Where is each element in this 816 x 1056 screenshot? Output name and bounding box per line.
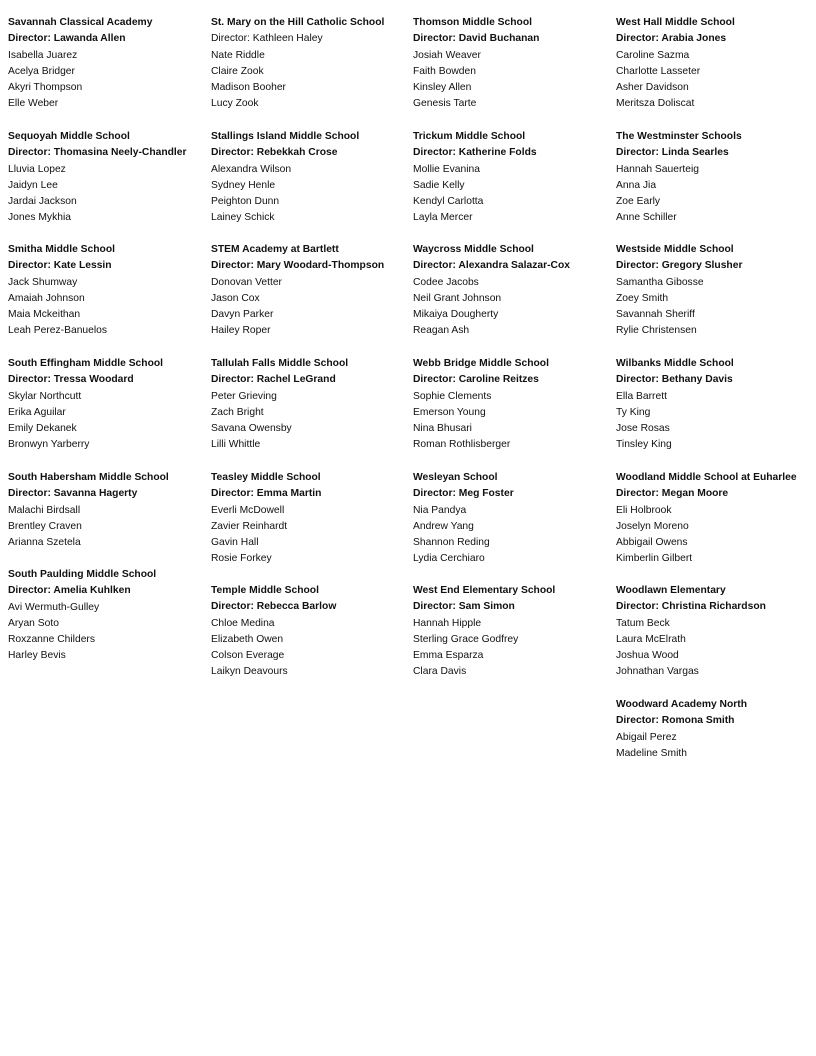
student-name: Lainey Schick — [211, 212, 275, 224]
school-name: Sequoyah Middle School — [8, 131, 130, 142]
student-name: Anne Schiller — [616, 212, 677, 224]
director-name: Director: Mary Woodard-Thompson — [211, 260, 385, 272]
director-name: Director: Kate Lessin — [8, 260, 112, 272]
student-name: Eli Holbrook — [616, 504, 672, 516]
student-name: Lydia Cerchiaro — [413, 553, 485, 565]
student-name: Clara Davis — [413, 666, 467, 678]
director-name: Director: Emma Martin — [211, 488, 322, 500]
student-name: Rosie Forkey — [211, 553, 272, 565]
school-block — [211, 15, 414, 113]
student-name: Hannah Sauerteig — [616, 163, 700, 175]
student-name: Tinsley King — [616, 439, 672, 451]
student-name: Donovan Vetter — [211, 276, 282, 288]
student-name: Nate Riddle — [211, 49, 265, 61]
student-name: Abigail Perez — [616, 731, 677, 743]
student-name: Avi Wermuth-Gulley — [8, 601, 100, 613]
school-block — [413, 356, 616, 454]
student-name: Zoe Early — [616, 196, 661, 208]
director-name: Director: Arabia Jones — [616, 33, 727, 45]
student-name: Elizabeth Owen — [211, 633, 284, 645]
student-name: Mikaiya Dougherty — [413, 309, 499, 321]
student-name: Madison Booher — [211, 82, 286, 94]
student-name: Jones Mykhia — [8, 212, 71, 224]
student-name: Mollie Evanina — [413, 163, 480, 175]
student-name: Davyn Parker — [211, 309, 274, 321]
school-name: Woodward Academy North — [616, 699, 748, 710]
director-name: Director: Bethany Davis — [616, 374, 733, 386]
director-name: Director: David Buchanan — [413, 33, 540, 45]
director-name: Director: Rebecca Barlow — [211, 601, 337, 613]
student-name: Gavin Hall — [211, 537, 259, 549]
director-name: Director: Kathleen Haley — [211, 33, 323, 45]
student-name: Sterling Grace Godfrey — [413, 633, 519, 645]
student-name: Samantha Gibosse — [616, 276, 704, 288]
student-name: Bronwyn Yarberry — [8, 439, 90, 451]
student-name: Andrew Yang — [413, 520, 474, 532]
student-name: Maia Mckeithan — [8, 309, 81, 321]
student-name: Roman Rothlisberger — [413, 439, 511, 451]
student-name: Asher Davidson — [616, 82, 689, 94]
student-name: Faith Bowden — [413, 65, 476, 77]
student-name: Madeline Smith — [616, 747, 687, 759]
student-name: Brentley Craven — [8, 520, 82, 532]
director-name: Director: Lawanda Allen — [8, 33, 126, 45]
school-name: Westside Middle School — [616, 244, 734, 255]
student-name: Joshua Wood — [616, 650, 679, 662]
school-block — [616, 356, 816, 454]
student-name: Hannah Hipple — [413, 617, 482, 629]
student-name: Zach Bright — [211, 406, 264, 418]
student-name: Erika Aguilar — [8, 406, 66, 418]
student-name: Acelya Bridger — [8, 65, 75, 77]
student-name: Skylar Northcutt — [8, 390, 82, 402]
student-name: Jaidyn Lee — [8, 179, 58, 191]
roster-page — [8, 15, 816, 1045]
school-name: Smitha Middle School — [8, 244, 115, 255]
student-name: Malachi Birdsall — [8, 504, 81, 516]
student-name: Elle Weber — [8, 98, 59, 110]
student-name: Rylie Christensen — [616, 325, 697, 337]
student-name: Kimberlin Gilbert — [616, 553, 693, 565]
director-name: Director: Sam Simon — [413, 601, 515, 613]
director-name: Director: Thomasina Neely-Chandler — [8, 147, 187, 159]
student-name: Layla Mercer — [413, 212, 473, 224]
student-name: Zavier Reinhardt — [211, 520, 288, 532]
student-name: Lilli Whittle — [211, 439, 261, 451]
director-name: Director: Rachel LeGrand — [211, 374, 336, 386]
student-name: Jason Cox — [211, 292, 260, 304]
student-name: Lucy Zook — [211, 98, 259, 110]
director-name: Director: Savanna Hagerty — [8, 488, 138, 500]
school-name: Stallings Island Middle School — [211, 131, 360, 142]
student-name: Neil Grant Johnson — [413, 292, 502, 304]
school-name: Wesleyan School — [413, 472, 498, 483]
school-block — [616, 583, 816, 681]
student-name: Jardai Jackson — [8, 196, 77, 208]
school-block — [616, 242, 816, 340]
director-name: Director: Gregory Slusher — [616, 260, 743, 272]
director-name: Director: Amelia Kuhlken — [8, 585, 131, 597]
student-name: Sydney Henle — [211, 179, 276, 191]
director-name: Director: Katherine Folds — [413, 147, 537, 159]
school-block — [616, 697, 816, 762]
school-name: Waycross Middle School — [413, 244, 534, 255]
student-name: Josiah Weaver — [413, 49, 481, 61]
student-name: Codee Jacobs — [413, 276, 479, 288]
school-block — [413, 583, 616, 681]
student-name: Emma Esparza — [413, 650, 484, 662]
student-name: Harley Bevis — [8, 650, 66, 662]
school-block — [413, 242, 616, 340]
school-name: Temple Middle School — [211, 585, 319, 596]
student-name: Lluvia Lopez — [8, 163, 66, 175]
director-name: Director: Megan Moore — [616, 488, 729, 500]
student-name: Alexandra Wilson — [211, 163, 292, 175]
student-name: Jack Shumway — [8, 276, 78, 288]
student-name: Savannah Sheriff — [616, 309, 695, 321]
director-name: Director: Romona Smith — [616, 715, 735, 727]
school-name: South Paulding Middle School — [8, 569, 157, 580]
school-name: Woodlawn Elementary — [616, 585, 726, 596]
student-name: Sadie Kelly — [413, 179, 465, 191]
school-block — [413, 129, 616, 227]
student-name: Laikyn Deavours — [211, 666, 288, 678]
school-block — [8, 242, 211, 340]
student-name: Ella Barrett — [616, 390, 667, 402]
student-name: Claire Zook — [211, 65, 264, 77]
school-name: STEM Academy at Bartlett — [211, 244, 339, 255]
student-name: Isabella Juarez — [8, 49, 78, 61]
school-block — [211, 129, 414, 227]
school-block — [211, 583, 414, 681]
school-block — [413, 470, 616, 568]
school-name: Wilbanks Middle School — [616, 358, 734, 369]
student-name: Johnathan Vargas — [616, 666, 699, 678]
student-name: Anna Jia — [616, 179, 657, 191]
student-name: Laura McElrath — [616, 633, 686, 645]
student-name: Amaiah Johnson — [8, 292, 85, 304]
student-name: Emerson Young — [413, 406, 486, 418]
school-name: Trickum Middle School — [413, 131, 526, 142]
student-name: Arianna Szetela — [8, 537, 81, 549]
school-block — [8, 15, 211, 113]
school-block — [616, 15, 816, 113]
school-name: Teasley Middle School — [211, 472, 321, 483]
student-name: Ty King — [616, 406, 651, 418]
school-block — [616, 129, 816, 227]
school-block — [211, 242, 414, 340]
student-name: Reagan Ash — [413, 325, 470, 337]
director-name: Director: Caroline Reitzes — [413, 374, 539, 386]
student-name: Genesis Tarte — [413, 98, 477, 110]
student-name: Zoey Smith — [616, 292, 669, 304]
student-name: Kendyl Carlotta — [413, 196, 484, 208]
school-block — [413, 15, 616, 113]
school-block — [8, 567, 211, 665]
school-name: South Habersham Middle School — [8, 472, 169, 483]
school-name: Tallulah Falls Middle School — [211, 358, 349, 369]
school-block — [8, 356, 211, 454]
director-name: Director: Tressa Woodard — [8, 374, 134, 386]
school-block — [616, 470, 816, 568]
student-name: Chloe Medina — [211, 617, 275, 629]
student-name: Akyri Thompson — [8, 82, 83, 94]
student-name: Jose Rosas — [616, 423, 670, 435]
director-name: Director: Rebekkah Crose — [211, 147, 338, 159]
school-name: Webb Bridge Middle School — [413, 358, 549, 369]
school-name: The Westminster Schools — [616, 131, 742, 142]
student-name: Joselyn Moreno — [616, 520, 689, 532]
school-name: Woodland Middle School at Euharlee — [616, 472, 797, 483]
director-name: Director: Meg Foster — [413, 488, 514, 500]
school-name: South Effingham Middle School — [8, 358, 164, 369]
student-name: Savana Owensby — [211, 423, 292, 435]
school-name: West End Elementary School — [413, 585, 556, 596]
student-name: Tatum Beck — [616, 617, 670, 629]
student-name: Hailey Roper — [211, 325, 271, 337]
director-name: Director: Alexandra Salazar-Cox — [413, 260, 570, 272]
student-name: Kinsley Allen — [413, 82, 472, 94]
school-name: Savannah Classical Academy — [8, 17, 153, 28]
student-name: Colson Everage — [211, 650, 285, 662]
school-block — [8, 470, 211, 551]
school-block — [211, 470, 414, 568]
school-name: West Hall Middle School — [616, 17, 735, 28]
student-name: Nina Bhusari — [413, 423, 472, 435]
school-name: St. Mary on the Hill Catholic School — [211, 17, 385, 28]
student-name: Aryan Soto — [8, 617, 59, 629]
school-block — [8, 129, 211, 227]
student-name: Peter Grieving — [211, 390, 277, 402]
student-name: Sophie Clements — [413, 390, 492, 402]
student-name: Shannon Reding — [413, 537, 490, 549]
student-name: Caroline Sazma — [616, 49, 690, 61]
student-name: Everli McDowell — [211, 504, 285, 516]
school-name: Thomson Middle School — [413, 17, 532, 28]
student-name: Abbigail Owens — [616, 537, 688, 549]
student-name: Leah Perez-Banuelos — [8, 325, 108, 337]
student-name: Charlotte Lasseter — [616, 65, 701, 77]
director-name: Director: Linda Searles — [616, 147, 729, 159]
student-name: Emily Dekanek — [8, 423, 77, 435]
student-name: Roxzanne Childers — [8, 634, 95, 646]
school-block — [211, 356, 414, 454]
student-name: Meritsza Doliscat — [616, 98, 695, 110]
student-name: Peighton Dunn — [211, 196, 280, 208]
student-name: Nia Pandya — [413, 504, 467, 516]
director-name: Director: Christina Richardson — [616, 601, 766, 613]
